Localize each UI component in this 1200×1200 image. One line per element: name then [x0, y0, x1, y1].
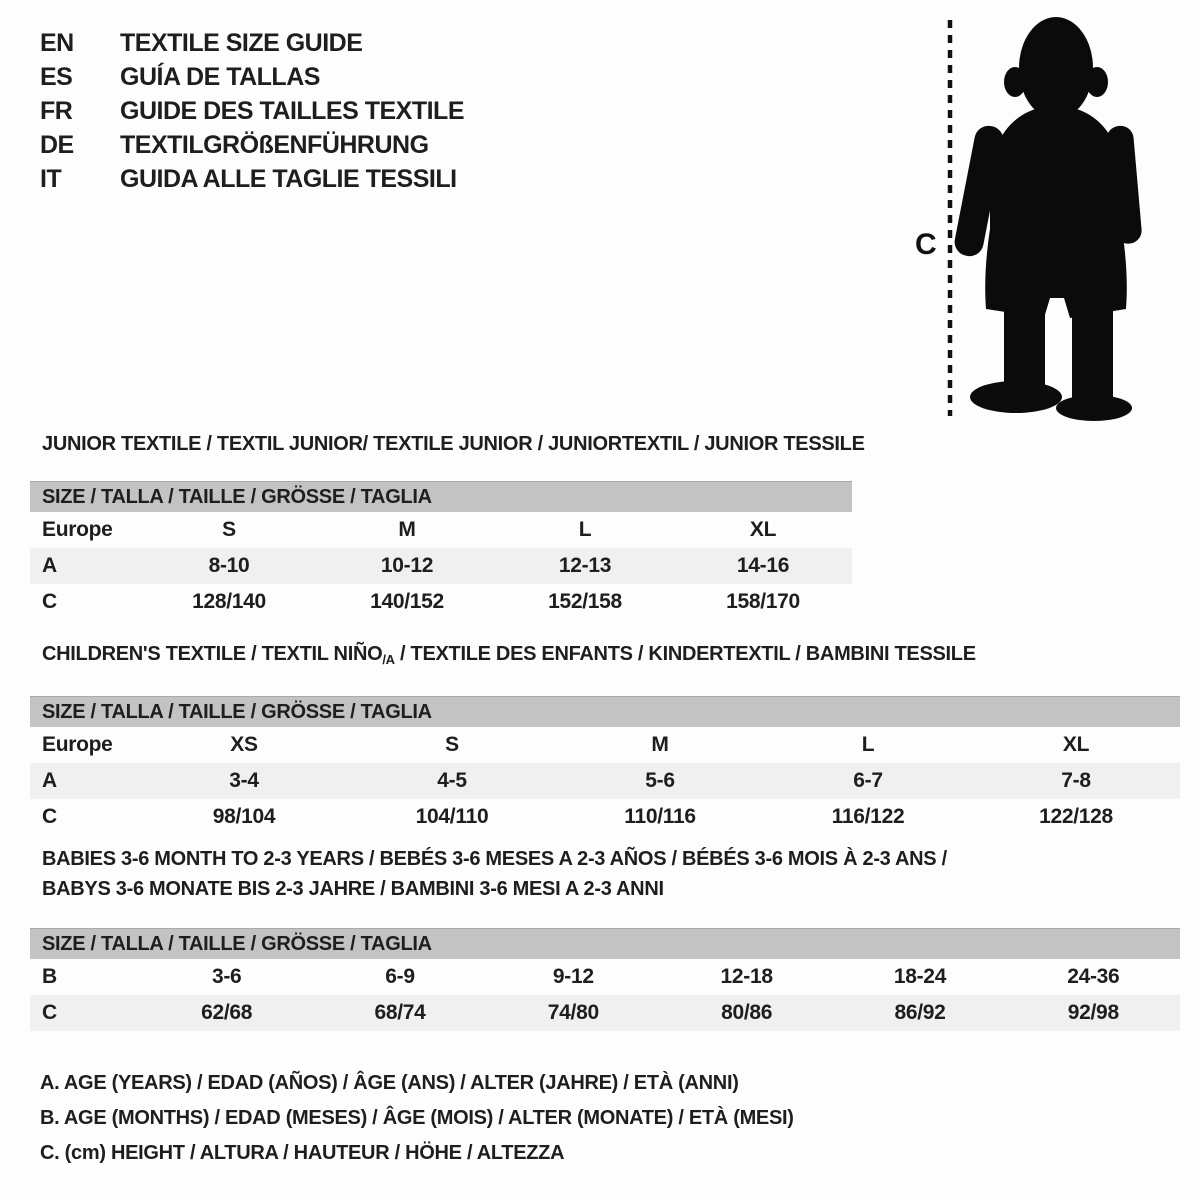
table-row	[30, 727, 1180, 763]
size-cell: 9-12	[552, 965, 594, 988]
legend-line-b: B. AGE (MONTHS) / EDAD (MESES) / ÂGE (MOIS) / ALTER (MONATE) / ETÀ (MESI)	[40, 1107, 794, 1129]
size-cell: S	[222, 518, 236, 541]
size-cell: 140/152	[370, 590, 444, 613]
language-code: EN	[40, 29, 74, 57]
size-cell: L	[861, 733, 875, 756]
language-code: IT	[40, 165, 62, 193]
size-cell: 122/128	[1039, 805, 1113, 828]
row-label-cell: B	[42, 965, 57, 988]
table-row	[30, 548, 852, 584]
size-cell: 86/92	[894, 1001, 946, 1024]
size-cell: 158/170	[726, 590, 800, 613]
size-cell: 12-18	[720, 965, 773, 988]
size-cell: 98/104	[212, 805, 276, 828]
language-title-list	[40, 26, 464, 196]
legend-line-a: A. AGE (YEARS) / EDAD (AÑOS) / ÂGE (ANS) / ALTER (JAHRE) / ETÀ (ANNI)	[40, 1072, 739, 1094]
section-title	[30, 844, 1180, 904]
size-table-header: SIZE / TALLA / TAILLE / GRÖSSE / TAGLIA	[30, 481, 852, 512]
size-table-header: SIZE / TALLA / TAILLE / GRÖSSE / TAGLIA	[30, 696, 1180, 727]
size-cell: 24-36	[1067, 965, 1120, 988]
size-cell: 18-24	[893, 965, 947, 988]
row-label-cell: Europe	[42, 518, 113, 541]
language-label: TEXTILE SIZE GUIDE	[120, 29, 363, 57]
language-code: FR	[40, 97, 73, 125]
size-cell: S	[445, 733, 459, 756]
size-cell: 5-6	[645, 769, 675, 792]
size-cell: 74/80	[547, 1001, 599, 1024]
language-code: DE	[40, 131, 74, 159]
row-label-cell: C	[42, 1001, 57, 1024]
table-row	[30, 584, 852, 620]
size-cell: 10-12	[380, 554, 434, 577]
size-cell: 62/68	[201, 1001, 253, 1024]
measure-label-c: C	[915, 228, 937, 261]
section-title	[30, 641, 1180, 673]
size-cell: XS	[230, 733, 258, 756]
language-row	[40, 26, 464, 60]
section-babies-textile	[30, 844, 1180, 1031]
language-row	[40, 162, 464, 196]
size-cell: 3-4	[229, 769, 259, 792]
measurement-legend	[40, 1066, 794, 1171]
table-row	[30, 995, 1180, 1031]
size-cell: M	[651, 733, 669, 756]
size-table-header: SIZE / TALLA / TAILLE / GRÖSSE / TAGLIA	[30, 928, 1180, 959]
babies-size-table	[30, 928, 1180, 1031]
row-label-cell: C	[42, 590, 57, 613]
section-children-textile	[30, 641, 1180, 835]
section-title-part: CHILDREN'S TEXTILE / TEXTIL NIÑO	[42, 643, 383, 665]
size-cell: XL	[1062, 733, 1090, 756]
size-cell: 128/140	[192, 590, 266, 613]
size-cell: 6-9	[385, 965, 415, 988]
size-cell: XL	[749, 518, 777, 541]
section-title: JUNIOR TEXTILE / TEXTIL JUNIOR/ TEXTILE JUNIOR / JUNIORTEXTIL / JUNIOR TESSILE	[42, 433, 865, 455]
section-title-subscript: /A	[382, 652, 395, 667]
language-row	[40, 94, 464, 128]
language-label: TEXTILGRÖßENFÜHRUNG	[120, 131, 429, 159]
language-label: GUÍA DE TALLAS	[120, 63, 320, 91]
junior-size-table	[30, 481, 852, 620]
language-code: ES	[40, 63, 73, 91]
language-row	[40, 128, 464, 162]
row-label-cell: A	[42, 554, 57, 577]
size-cell: 104/110	[415, 805, 489, 828]
section-title-part: / TEXTILE DES ENFANTS / KINDERTEXTIL / BAMBINI TESSILE	[394, 643, 976, 665]
baby-figure-graphic	[912, 14, 1152, 426]
section-title-line: BABIES 3-6 MONTH TO 2-3 YEARS / BEBÉS 3-6 MESES A 2-3 AÑOS / BÉBÉS 3-6 MOIS À 2-3 ANS /	[42, 848, 947, 870]
size-cell: 116/122	[831, 805, 905, 828]
size-cell: 7-8	[1061, 769, 1091, 792]
language-row	[40, 60, 464, 94]
size-cell: 92/98	[1067, 1001, 1119, 1024]
language-label: GUIDE DES TAILLES TEXTILE	[120, 97, 465, 125]
size-cell: 4-5	[437, 769, 467, 792]
section-junior-textile	[30, 431, 865, 620]
row-label-cell: A	[42, 769, 57, 792]
size-cell: 68/74	[374, 1001, 426, 1024]
baby-silhouette-icon	[952, 17, 1142, 421]
size-cell: 6-7	[853, 769, 883, 792]
table-row	[30, 763, 1180, 799]
row-label-cell: C	[42, 805, 57, 828]
size-cell: 14-16	[736, 554, 790, 577]
size-cell: 8-10	[208, 554, 250, 577]
size-cell: M	[398, 518, 416, 541]
section-title-line: BABYS 3-6 MONATE BIS 2-3 JAHRE / BAMBINI 3-6 MESI A 2-3 ANNI	[42, 878, 664, 900]
size-cell: 152/158	[548, 590, 622, 613]
table-row	[30, 959, 1180, 995]
row-label-cell: Europe	[42, 733, 113, 756]
table-row	[30, 512, 852, 548]
height-measure-figure	[912, 14, 1152, 426]
children-size-table	[30, 696, 1180, 835]
language-label: GUIDA ALLE TAGLIE TESSILI	[120, 165, 457, 193]
table-row	[30, 799, 1180, 835]
size-cell: 80/86	[721, 1001, 773, 1024]
legend-line-c: C. (cm) HEIGHT / ALTURA / HAUTEUR / HÖHE / ALTEZZA	[40, 1142, 565, 1164]
size-cell: 3-6	[211, 965, 242, 988]
size-cell: 110/116	[624, 805, 696, 828]
size-cell: 12-13	[558, 554, 612, 577]
size-cell: L	[578, 518, 592, 541]
